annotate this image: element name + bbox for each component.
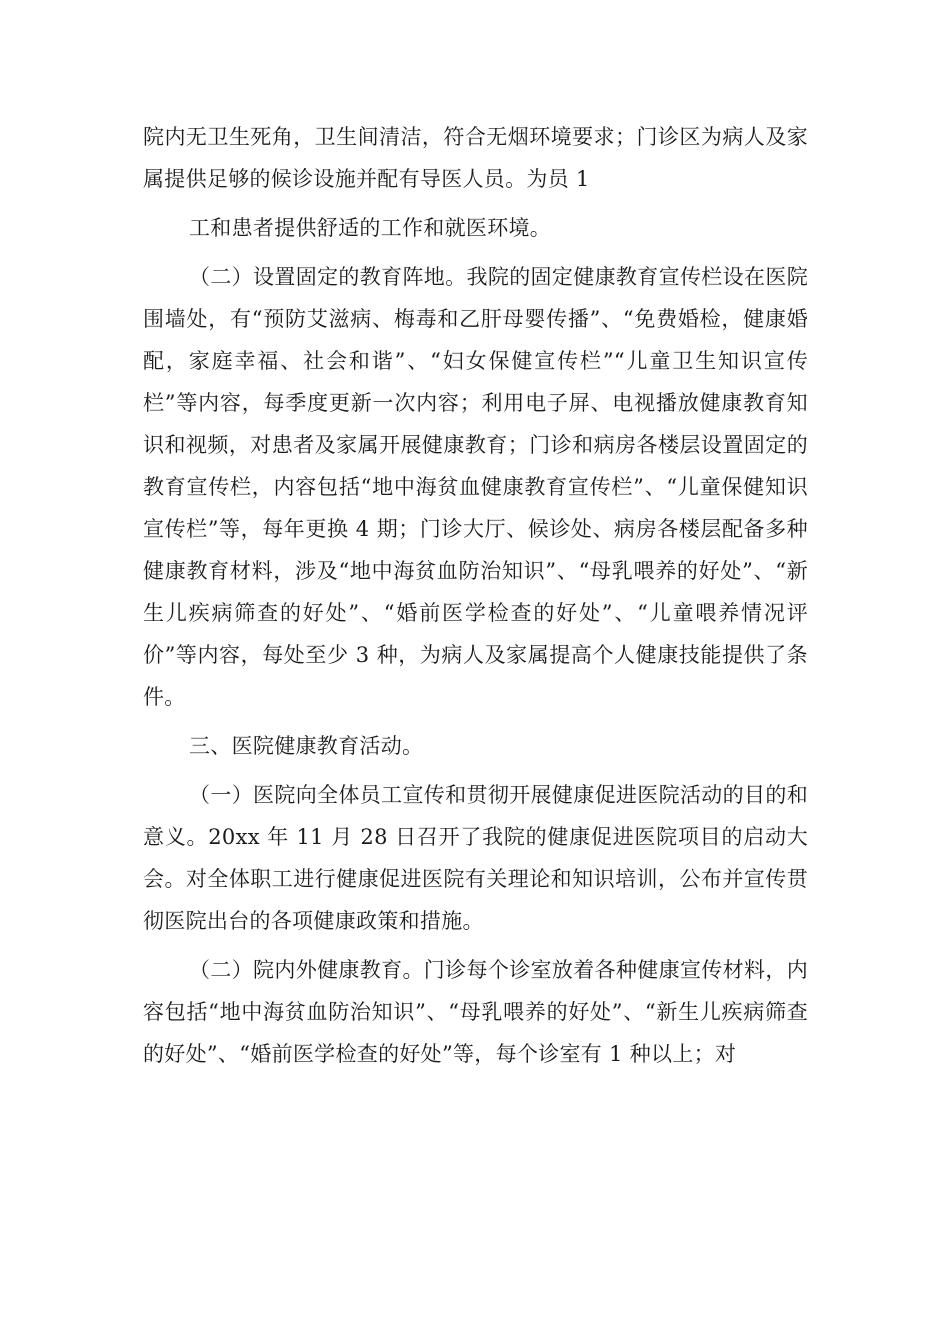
paragraph-1: 院内无卫生死角，卫生间清洁，符合无烟环境要求；门诊区为病人及家属提供足够的候诊设施并配有导医人员。为员 1 (143, 125, 808, 191)
paragraph-2: 工和患者提供舒适的工作和就医环境。 (189, 216, 552, 240)
paragraph-3: （二）设置固定的教育阵地。我院的固定健康教育宣传栏设在医院围墙处，有“预防艾滋病、梅毒和乙肝母婴传播”、“免费婚检，健康婚配，家庭幸福、社会和谐”、“妇女保健宣传栏”“儿童卫生知识宣传栏”等内容，每季度更新一次内容；利用电子屏、电视播放健康教育知识和视频，对患者及家属开展健康教育；门诊和病房各楼层设置固定的教育宣传栏，内容包括“地中海贫血健康教育宣传栏”、“儿童保健知识宣传栏”等，每年更换 4 期；门诊大厅、候诊处、病房各楼层配备多种健康教育材料，涉及“地中海贫血防治知识”、“母乳喂养的好处”、“新生儿疾病筛查的好处”、“婚前医学检查的好处”、“儿童喂养情况评价”等内容，每处至少 3 种，为病人及家属提高个人健康技能提供了条件。 (143, 265, 808, 709)
paragraph-4-heading: 三、医院健康教育活动。 (189, 734, 424, 758)
document-body (143, 116, 808, 1082)
paragraph-6: （二）院内外健康教育。门诊每个诊室放着各种健康宣传材料，内容包括“地中海贫血防治知识”、“母乳喂养的好处”、“新生儿疾病筛查的好处”、“婚前医学检查的好处”等，每个诊室有 1 种以上；对 (143, 958, 808, 1066)
paragraph-5: （一）医院向全体员工宣传和贯彻开展健康促进医院活动的目的和意义。20xx 年 11 月 28 日召开了我院的健康促进医院项目的启动大会。对全体职工进行健康促进医院有关理论和知识培训，公布并宣传贯彻医院出台的各项健康政策和措施。 (143, 783, 808, 933)
